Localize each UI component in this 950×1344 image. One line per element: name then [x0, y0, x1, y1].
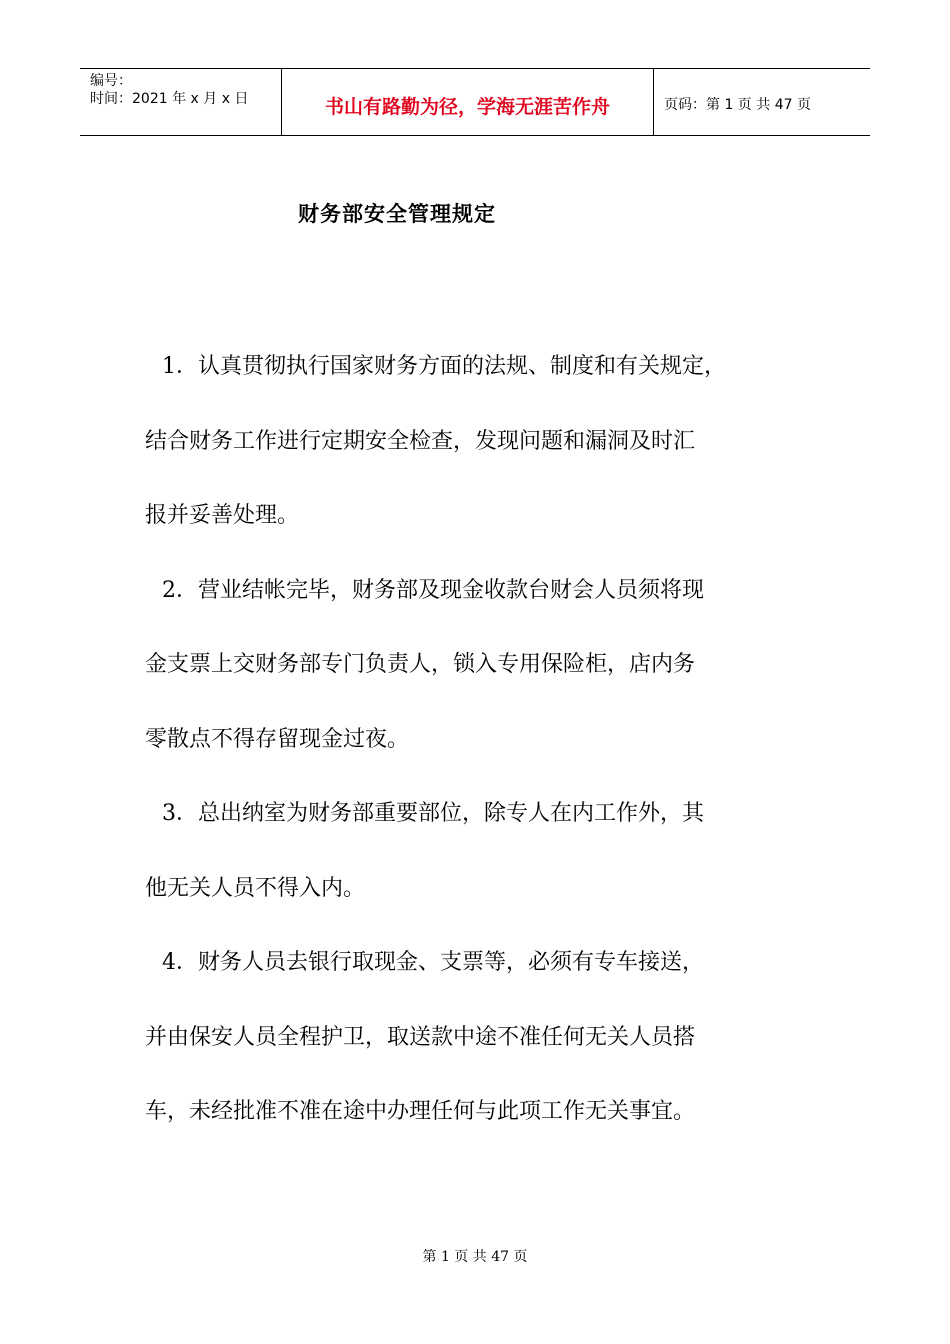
paragraph-line: 3．总出纳室为财务部重要部位，除专人在内工作外，其 [162, 801, 704, 826]
paragraph-line: 金支票上交财务部专门负责人，锁入专用保险柜，店内务 [145, 652, 696, 677]
paragraph-line: 车，未经批准不准在途中办理任何与此项工作无关事宜。 [145, 1099, 696, 1124]
header-motto: 书山有路勤为径，学海无涯苦作舟 [282, 69, 654, 135]
paragraph-2 [145, 554, 835, 778]
footer-page-number: 第 1 页 共 47 页 [422, 1249, 528, 1265]
paragraph-line: 他无关人员不得入内。 [145, 875, 366, 901]
document-title: 财务部安全管理规定 [298, 202, 496, 226]
paragraph-line: 结合财务工作进行定期安全检查，发现问题和漏洞及时汇 [145, 428, 696, 454]
paragraph-line: 零散点不得存留现金过夜。 [145, 726, 410, 752]
paragraph-line: 1．认真贯彻执行国家财务方面的法规、制度和有关规定， [162, 354, 726, 379]
header-number-label: 编号： [90, 73, 132, 89]
paragraph-4 [145, 926, 835, 1150]
header-meta [80, 69, 282, 135]
paragraph-line: 2．营业结帐完毕，财务部及现金收款台财会人员须将现 [162, 577, 704, 603]
header-time-label: 时间：2021 年 x 月 x 日 [90, 91, 249, 107]
page-footer [0, 1246, 950, 1266]
paragraph-line: 报并妥善处理。 [145, 503, 300, 528]
header-page-info: 页码：第 1 页 共 47 页 [664, 97, 811, 113]
paragraph-1 [145, 330, 835, 554]
paragraph-line: 并由保安人员全程护卫，取送款中途不准任何无关人员搭 [145, 1024, 696, 1050]
page-header [80, 68, 870, 136]
document-body [145, 330, 835, 1150]
paragraph-line: 4．财务人员去银行取现金、支票等，必须有专车接送， [162, 950, 704, 975]
paragraph-3 [145, 777, 835, 926]
